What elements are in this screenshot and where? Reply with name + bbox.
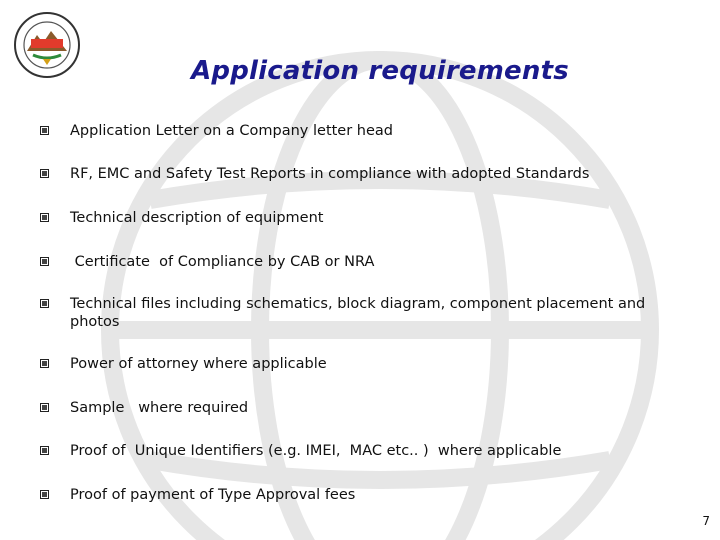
slide-title: Application requirements: [191, 56, 569, 86]
square-checkbox-bullet-icon: [40, 490, 49, 499]
bullet-text: Proof of Unique Identifiers (e.g. IMEI, MAC etc.. ) where applicable: [70, 443, 562, 459]
square-checkbox-bullet-icon: [40, 446, 49, 455]
square-checkbox-bullet-icon: [40, 359, 49, 368]
square-checkbox-bullet-icon: [40, 213, 49, 222]
bullet-text: Power of attorney where applicable: [70, 356, 327, 372]
bullet-text: Certificate of Compliance by CAB or NRA: [70, 254, 375, 270]
bullet-text: Technical description of equipment: [70, 210, 324, 226]
bullet-text: Proof of payment of Type Approval fees: [70, 487, 356, 503]
bullet-text: Application Letter on a Company letter head: [70, 123, 394, 139]
bullet-text: RF, EMC and Safety Test Reports in compliance with adopted Standards: [70, 166, 590, 182]
square-checkbox-bullet-icon: [40, 257, 49, 266]
square-checkbox-bullet-icon: [40, 403, 49, 412]
bullet-text: Technical files including schematics, block diagram, component placement and photos: [70, 296, 646, 330]
page-number: 7: [702, 514, 710, 528]
bullet-text: Sample where required: [70, 400, 249, 416]
square-checkbox-bullet-icon: [40, 169, 49, 178]
square-checkbox-bullet-icon: [40, 126, 49, 135]
square-checkbox-bullet-icon: [40, 299, 49, 308]
